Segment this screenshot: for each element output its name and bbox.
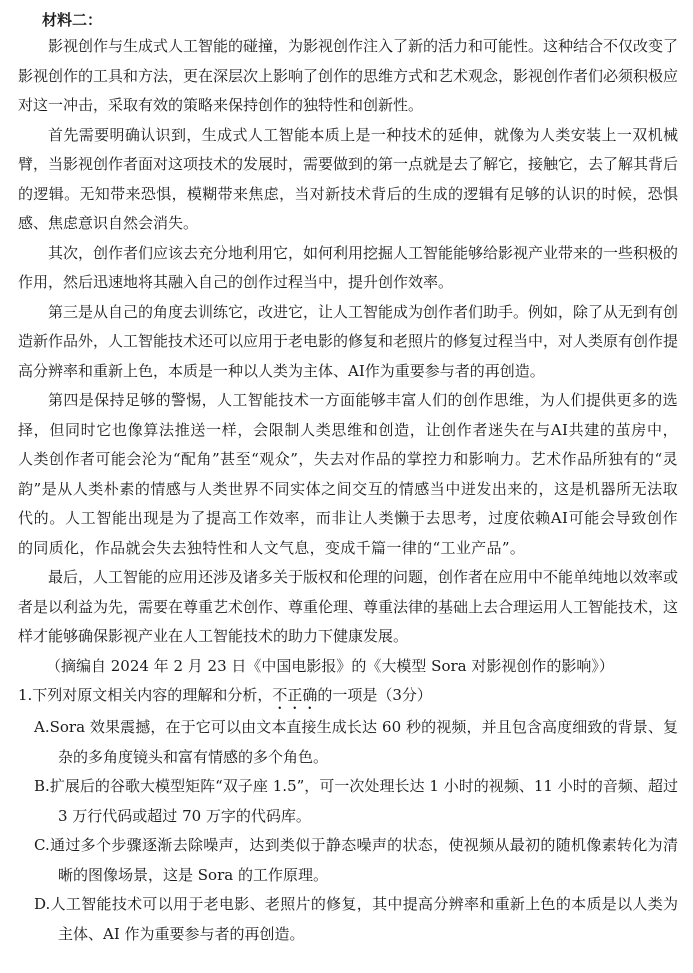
material-paragraph-1: 影视创作与生成式人工智能的碰撞，为影视创作注入了新的活力和可能性。这种结合不仅改变了影视创作的工具和方法，更在深层次上影响了创作的思维方式和艺术观念，影视创作者们必须积极应对这一冲击，采取有效的策略来保持创作的独特性和创新性。 — [18, 37, 679, 114]
question-stem — [18, 681, 678, 713]
material-paragraph-3: 其次，创作者们应该去充分地利用它，如何利用挖掘人工智能能够给影视产业带来的一些积极的作用，然后迅速地将其融入自己的创作过程当中，提升创作效率。 — [18, 243, 679, 291]
material-paragraph-2: 首先需要明确认识到，生成式人工智能本质上是一种技术的延伸，就像为人类安装上一双机械臂，当影视创作者面对这项技术的发展时，需要做到的第一点就是去了解它，接触它，去了解其背后的逻辑。无知带来恐惧，模糊带来焦虑，当对新技术背后的生成的逻辑有足够的认识的时候，恐惧感、焦虑意识自然会消失。 — [18, 125, 679, 232]
option-c: C.通过多个步骤逐渐去除噪声，达到类似于静态噪声的状态，使视频从最初的随机像素转化为清晰的图像场景，这是 Sora 的工作原理。 — [34, 836, 678, 884]
exam-page — [18, 8, 678, 949]
material-paragraph-5: 第四是保持足够的警惕，人工智能技术一方面能够丰富人们的创作思维，为人们提供更多的选择，但同时它也像算法推送一样，会限制人类思维和创造，让创作者迷失在与AI共建的茧房中，人类创作者可能会沦为“配角”甚至“观众”，失去对作品的掌控力和影响力。艺术作品所独有的“灵韵”是从人类朴素的情感与人类世界不同实体之间交互的情感当中迸发出来的，这是机器所无法取代的。人工智能出现是为了提高工作效率，而非让人类懒于去思考，过度依赖AI可能会导致创作的同质化，作品就会失去独特性和人文气息，变成千篇一律的“工业产品”。 — [18, 391, 678, 557]
material-paragraph-4: 第三是从自己的角度去训练它，改进它，让人工智能成为创作者们助手。例如，除了从无到有创造新作品外，人工智能技术还可以应用于老电影的修复和老照片的修复过程当中，对人类原有创作提高分辨率和重新上色，本质是一种以人类为主体、AI作为重要参与者的再创造。 — [18, 302, 679, 380]
material-paragraph-6: 最后，人工智能的应用还涉及诸多关于版权和伦理的问题，创作者在应用中不能单纯地以效率或者是以利益为先，需要在尊重艺术创作、尊重伦理、尊重法律的基础上去合理运用人工智能技术，这样才能够确保影视产业在人工智能技术的助力下健康发展。 — [18, 568, 679, 645]
source-citation: （摘编自 2024 年 2 月 23 日《中国电影报》的《大模型 Sora 对影视创作的影响》） — [46, 656, 614, 675]
question-stem-prefix: 1.下列对原文相关内容的理解和分析， — [18, 686, 273, 704]
option-d: D.人工智能技术可以用于老电影、老照片的修复，其中提高分辨率和重新上色的本质是以人类为主体、AI 作为重要参与者的再创造。 — [34, 895, 678, 943]
question-stem-suffix: 的一项是（3分） — [317, 686, 432, 704]
material-heading: 材料二： — [42, 11, 103, 29]
option-b: B.扩展后的谷歌大模型矩阵“双子座 1.5”，可一次处理长达 1 小时的视频、11 小时的音频、超过 3 万行代码或超过 70 万字的代码库。 — [34, 777, 678, 825]
question-emphasis: 不正确 — [272, 686, 318, 704]
option-a: A.Sora 效果震撼，在于它可以由文本直接生成长达 60 秒的视频，并且包含高度细致的背景、复杂的多角度镜头和富有情感的多个角色。 — [34, 718, 678, 766]
